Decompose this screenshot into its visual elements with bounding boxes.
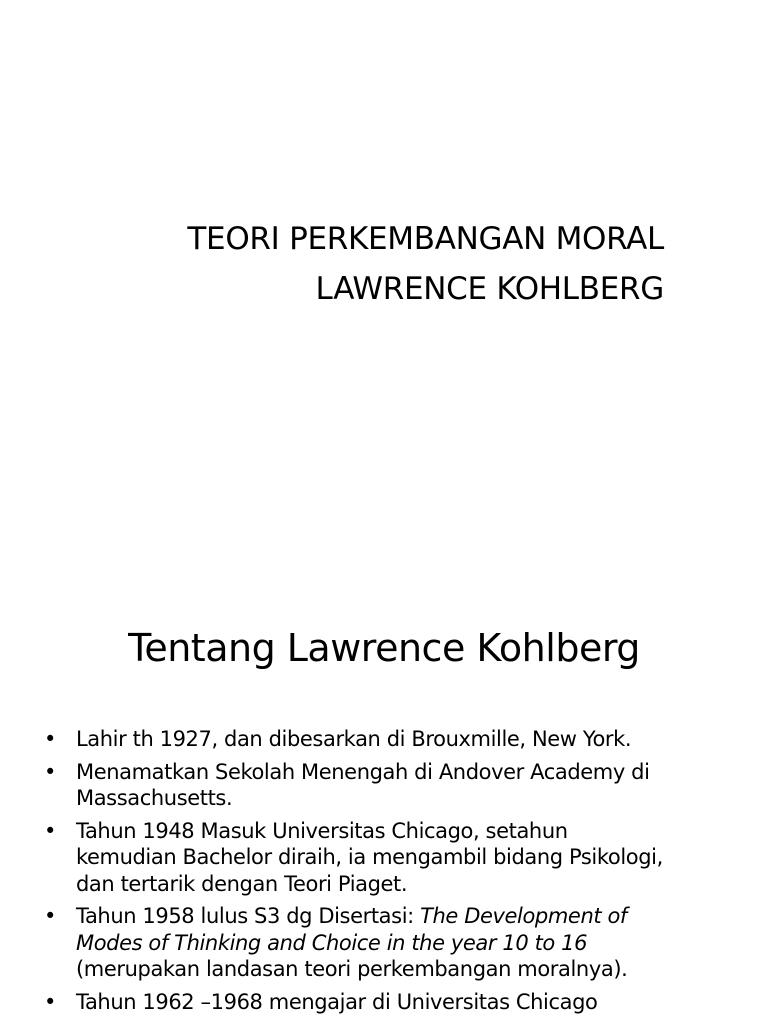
bullet-list — [44, 726, 744, 1021]
bullet-text: Menamatkan Sekolah Menengah di Andover Academy di — [76, 759, 650, 784]
bullet-item-high-school — [44, 759, 744, 812]
bullet-item-dissertation — [44, 903, 744, 983]
bullet-text: kemudian Bachelor diraih, ia mengambil bidang Psikologi, — [76, 845, 663, 869]
bullet-icon: • — [44, 727, 56, 751]
bullet-text: Tahun 1948 Masuk Universitas Chicago, setahun — [76, 818, 568, 843]
bullet-icon: • — [44, 818, 56, 843]
content-slide — [0, 576, 768, 1024]
dissertation-title-continued: Modes of Thinking and Choice in the year 10 to 16 — [76, 930, 588, 955]
bullet-text: dan tertarik dengan Teori Piaget. — [76, 871, 408, 896]
bullet-item-teaching — [44, 989, 744, 1016]
bullet-text: Massachusetts. — [76, 786, 233, 810]
bullet-text: Tahun 1962 –1968 mengajar di Universitas Chicago — [76, 989, 598, 1014]
title-line-2: LAWRENCE KOHLBERG — [315, 271, 664, 307]
dissertation-intro: Tahun 1958 lulus S3 dg Disertasi: — [76, 904, 421, 928]
slide-heading: Tentang Lawrence Kohlberg — [128, 626, 640, 670]
title-line-1: TEORI PERKEMBANGAN MORAL — [187, 221, 664, 257]
bullet-icon: • — [44, 989, 56, 1014]
slide-title — [60, 214, 664, 314]
bullet-item-birth — [44, 726, 744, 753]
bullet-text: (merupakan landasan teori perkembangan moralnya). — [76, 957, 628, 981]
bullet-text — [76, 903, 744, 930]
bullet-text: Lahir th 1927, dan dibesarkan di Brouxmille, New York. — [76, 727, 632, 751]
dissertation-title: The Development of — [420, 904, 627, 928]
bullet-icon: • — [44, 904, 56, 928]
bullet-icon: • — [44, 759, 56, 784]
bullet-item-university — [44, 818, 744, 898]
